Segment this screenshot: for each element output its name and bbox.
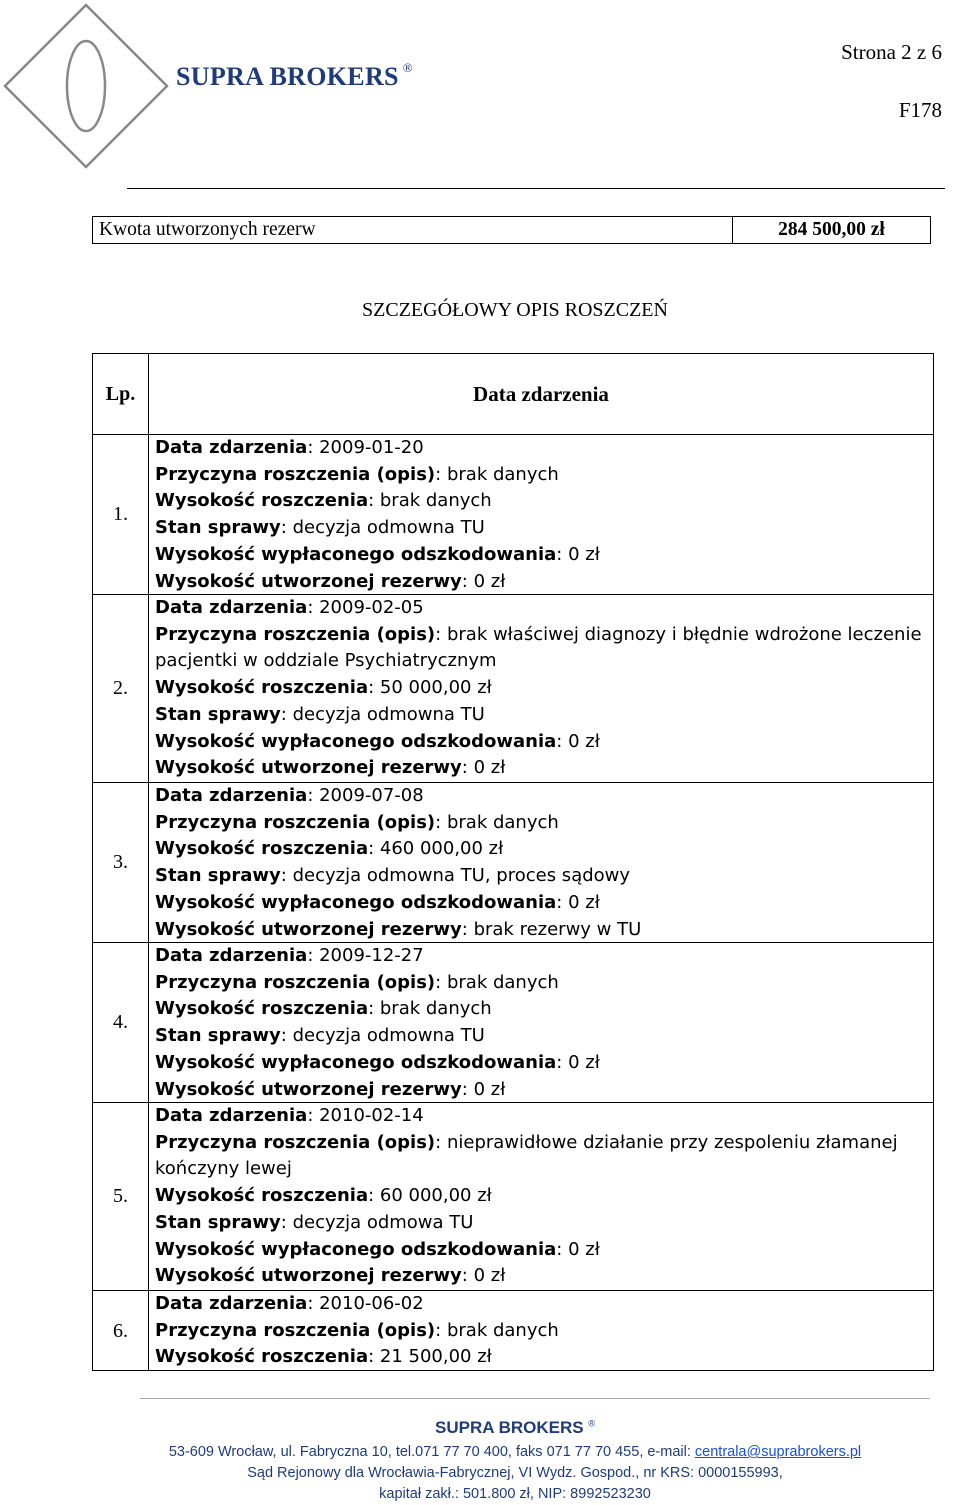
field-date: Data zdarzenia: 2009-02-05 <box>155 597 424 618</box>
footer-capital: kapitał zakł.: 501.800 zł, NIP: 8992523230 <box>379 1486 651 1502</box>
claim-details <box>149 943 933 1102</box>
field-claim: Wysokość roszczenia: brak danych <box>155 490 492 512</box>
footer-address: 53-609 Wrocław, ul. Fabryczna 10, tel.071 77 70 400, faks 071 77 70 455, e-mail: centrala@suprabrokers.pl <box>168 1444 862 1460</box>
field-date: Data zdarzenia: 2010-02-14 <box>155 1105 424 1126</box>
table-row <box>93 1103 933 1291</box>
brand-name: SUPRA BROKERS ® <box>176 60 413 91</box>
table-row <box>93 1291 933 1371</box>
field-status: Stan sprawy: decyzja odmowna TU, proces sądowy <box>155 865 631 887</box>
claim-details <box>149 1103 933 1290</box>
form-code: F178 <box>898 98 942 122</box>
field-cause: Przyczyna roszczenia (opis): brak danych <box>155 463 559 485</box>
field-claim: Wysokość roszczenia: 21 500,00 zł <box>155 1346 492 1368</box>
field-status: Stan sprawy: decyzja odmowna TU <box>155 517 485 539</box>
table-row <box>93 943 933 1103</box>
page-number: Strona 2 z 6 <box>841 40 942 64</box>
field-claim: Wysokość roszczenia: 50 000,00 zł <box>155 677 492 699</box>
reserves-amount: 284 500,00 zł <box>778 219 885 240</box>
footer-divider <box>140 1398 930 1399</box>
claim-details <box>149 1291 933 1371</box>
row-number: 6. <box>93 1291 149 1371</box>
field-date: Data zdarzenia: 2009-01-20 <box>155 437 424 458</box>
field-date: Data zdarzenia: 2009-07-08 <box>155 785 424 806</box>
footer-email-link[interactable]: centrala@suprabrokers.pl <box>694 1444 862 1460</box>
table-row <box>93 435 933 595</box>
claim-details <box>149 435 933 594</box>
field-claim: Wysokość roszczenia: 60 000,00 zł <box>155 1185 492 1207</box>
footer-court: Sąd Rejonowy dla Wrocławia-Fabrycznej, VI Wydz. Gospod., nr KRS: 0000155993, <box>247 1465 783 1481</box>
field-cause: Przyczyna roszczenia (opis): brak danych <box>155 811 559 833</box>
field-status: Stan sprawy: decyzja odmowna TU <box>155 1025 485 1047</box>
field-cause: Przyczyna roszczenia (opis): brak danych <box>155 1319 559 1341</box>
field-cause: Przyczyna roszczenia (opis): nieprawidłowe działanie przy zespoleniu złamanej kończyny lewej <box>155 1131 898 1180</box>
table-row <box>93 783 933 943</box>
field-reserve: Wysokość utworzonej rezerwy: brak rezerwy w TU <box>155 918 642 940</box>
claim-details <box>149 783 933 942</box>
logo-diamond-icon <box>2 2 170 170</box>
field-reserve: Wysokość utworzonej rezerwy: 0 zł <box>155 1265 506 1287</box>
field-claim: Wysokość roszczenia: 460 000,00 zł <box>155 838 504 860</box>
reserves-summary <box>92 216 931 244</box>
field-paid: Wysokość wypłaconego odszkodowania: 0 zł <box>155 730 600 752</box>
claim-details <box>149 595 933 782</box>
field-reserve: Wysokość utworzonej rezerwy: 0 zł <box>155 1078 506 1100</box>
field-status: Stan sprawy: decyzja odmowa TU <box>155 1211 474 1233</box>
field-status: Stan sprawy: decyzja odmowna TU <box>155 703 485 725</box>
reserves-label: Kwota utworzonych rezerw <box>93 217 733 243</box>
row-number: 2. <box>93 595 149 782</box>
field-cause: Przyczyna roszczenia (opis): brak właściwej diagnozy i błędnie wdrożone leczenie pacjentki w oddziale Psychiatrycznym <box>155 623 922 672</box>
row-number: 5. <box>93 1103 149 1290</box>
claims-table <box>92 353 934 1371</box>
section-title: SZCZEGÓŁOWY OPIS ROSZCZEŃ <box>362 299 668 321</box>
field-paid: Wysokość wypłaconego odszkodowania: 0 zł <box>155 1051 600 1073</box>
row-number: 4. <box>93 943 149 1102</box>
field-paid: Wysokość wypłaconego odszkodowania: 0 zł <box>155 1238 600 1260</box>
table-row <box>93 595 933 783</box>
field-cause: Przyczyna roszczenia (opis): brak danych <box>155 971 559 993</box>
field-date: Data zdarzenia: 2010-06-02 <box>155 1293 424 1314</box>
field-reserve: Wysokość utworzonej rezerwy: 0 zł <box>155 570 506 592</box>
field-date: Data zdarzenia: 2009-12-27 <box>155 945 424 966</box>
field-reserve: Wysokość utworzonej rezerwy: 0 zł <box>155 757 506 779</box>
field-paid: Wysokość wypłaconego odszkodowania: 0 zł <box>155 891 600 913</box>
header-event: Data zdarzenia <box>473 381 609 406</box>
footer-brand: SUPRA BROKERS ® <box>435 1418 595 1437</box>
row-number: 3. <box>93 783 149 942</box>
field-claim: Wysokość roszczenia: brak danych <box>155 998 492 1020</box>
header-divider <box>127 188 945 189</box>
field-paid: Wysokość wypłaconego odszkodowania: 0 zł <box>155 543 600 565</box>
row-number: 1. <box>93 435 149 594</box>
table-header <box>93 354 933 435</box>
header-lp: Lp. <box>93 354 149 434</box>
